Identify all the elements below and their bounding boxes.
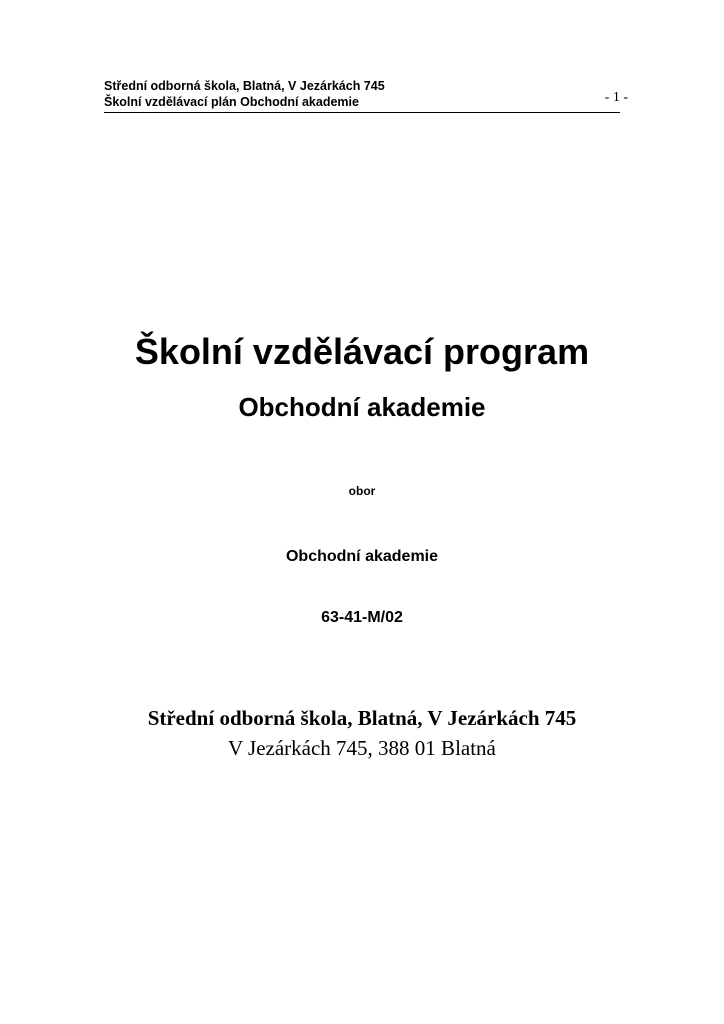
school-name: Střední odborná škola, Blatná, V Jezárkách 745 [147,706,577,730]
document-title: Školní vzdělávací program [134,331,590,372]
field-name: Obchodní akademie [285,548,439,565]
header-school-line: Střední odborná škola, Blatná, V Jezárkách 745 [104,79,385,93]
field-label: obor [348,484,376,498]
page-header [104,76,628,113]
header-document-line: Školní vzdělávací plán Obchodní akademie [104,95,359,109]
field-code: 63-41-M/02 [321,609,403,626]
document-subtitle: Obchodní akademie [238,392,486,422]
page-number: - 1 - [604,90,628,105]
school-address: V Jezárkách 745, 388 01 Blatná [228,736,496,760]
